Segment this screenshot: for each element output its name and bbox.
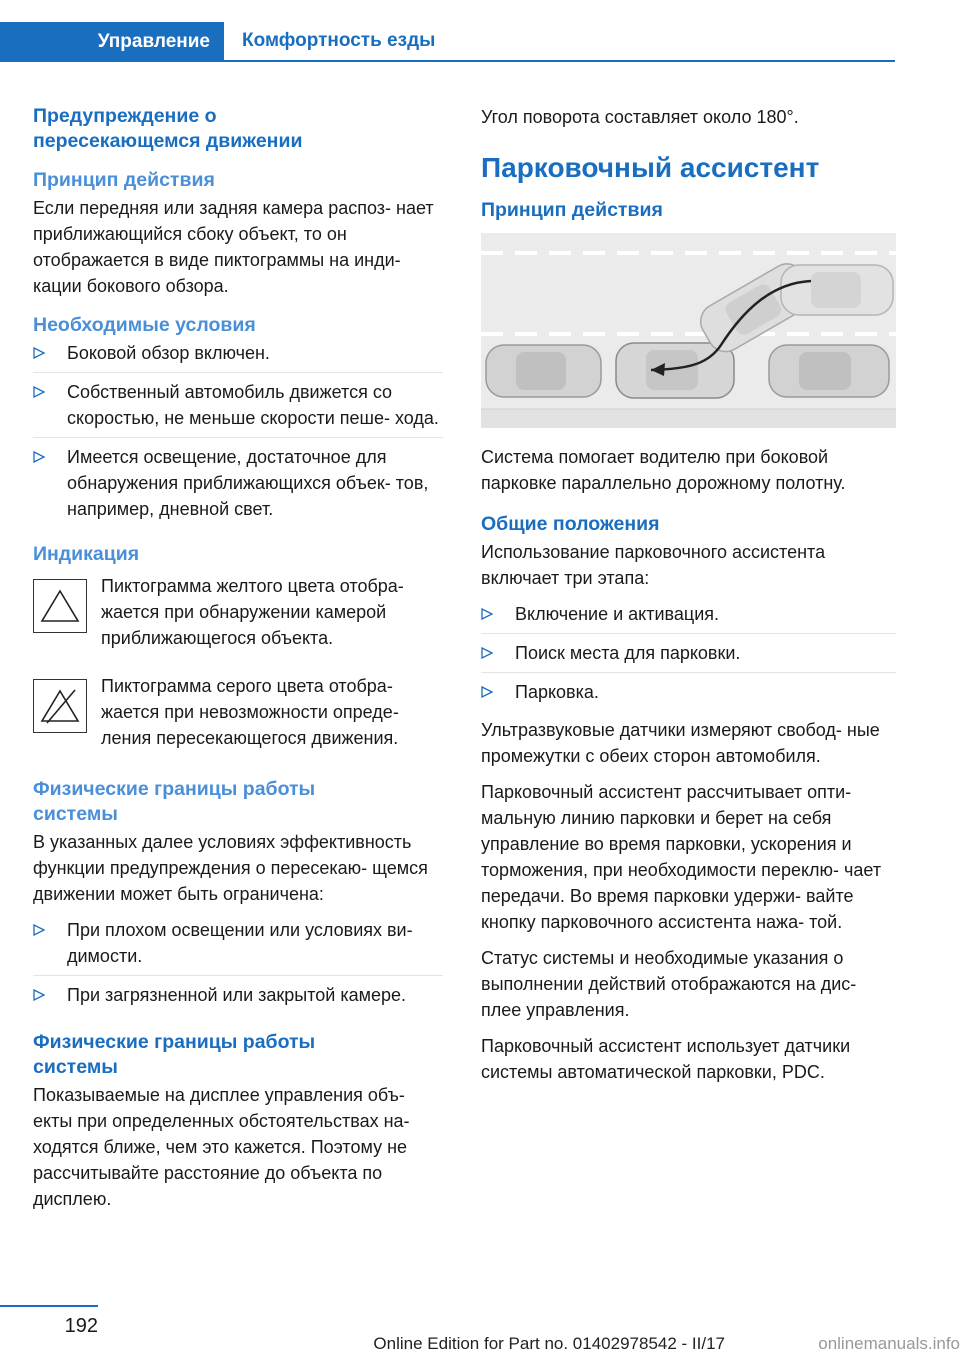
triangle-bullet-icon <box>481 686 493 698</box>
conditions-heading: Необходимые условия <box>33 314 256 336</box>
triangle-bullet-icon <box>33 347 45 359</box>
tab-komfort[interactable] <box>224 22 895 62</box>
triangle-bullet-icon <box>33 451 45 463</box>
conditions-list <box>33 340 443 528</box>
list-item: Собственный автомобиль движется со скоростью, не меньше скорости пеше‐ хода. <box>33 379 443 438</box>
limits-text: В указанных далее условиях эффективность функции предупреждения о пересекаю‐ щемся движении может быть ограничена: <box>33 832 428 904</box>
parking-illustration <box>481 233 896 428</box>
footer-rule <box>0 1305 98 1307</box>
cross-traffic-title: Предупреждение о пересекающемся движении <box>33 105 303 152</box>
sensors-text: Ультразвуковые датчики измеряют свобод‐ ные промежутки с обеих сторон автомобиля. <box>481 720 880 766</box>
list-item: Имеется освещение, достаточное для обнаружения приближающихся объек‐ тов, например, дневной свет. <box>33 444 443 528</box>
indication-grey-text: Пиктограмма серого цвета отобра‐ жается при невозможности опреде‐ ления пересекающегося движения. <box>101 676 399 748</box>
parking-diagram <box>481 233 896 428</box>
own-car-start <box>781 265 893 315</box>
list-item: При плохом освещении или условиях ви‐ димости. <box>33 917 443 976</box>
indication-yellow-text: Пиктограмма желтого цвета отобра‐ жается при обнаружении камерой приближающегося объекта. <box>101 576 404 648</box>
list-item: При загрязненной или закрытой камере. <box>33 982 443 1014</box>
parked-car-right <box>769 345 889 397</box>
indication-yellow-row <box>33 573 443 651</box>
header-tabbar <box>0 22 895 62</box>
list-item: Парковка. <box>481 679 896 711</box>
list-item: Поиск места для парковки. <box>481 640 896 673</box>
limits2-heading: Физические границы работы системы <box>33 1031 316 1078</box>
limits-heading: Физические границы работы системы <box>33 778 316 825</box>
left-column <box>33 104 443 1222</box>
pdc-text: Парковочный ассистент использует датчики системы автоматической парковки, PDC. <box>481 1036 851 1082</box>
limits2-text: Показываемые на дисплее управления объ‐ екты при определенных обстоятельствах на‐ ходятся ближе, чем это кажется. Поэтому не рассчитывайте расстояние до объекта по дисплею. <box>33 1085 410 1209</box>
general-text: Использование парковочного ассистента включает три этапа: <box>481 542 826 588</box>
triangle-bullet-icon <box>33 989 45 1001</box>
limits-list <box>33 917 443 1014</box>
page-number: 192 <box>64 1315 98 1337</box>
assistant-text: Парковочный ассистент рассчитывает опти‐ мальную линию парковки и берет на себя управление во время парковки, ускорения и торможения, при необходимости переклю‐ чает передачи. Во время парковки удержи‐ вайте кнопку парковочного ассистента нажа‐ той. <box>481 782 882 932</box>
warning-triangle-icon <box>33 579 87 633</box>
list-item: Включение и активация. <box>481 601 896 634</box>
list-item: Боковой обзор включен. <box>33 340 443 373</box>
indication-grey-row <box>33 673 443 751</box>
tab-upravlenie[interactable] <box>0 22 224 62</box>
warning-triangle-crossed-icon <box>33 679 87 733</box>
status-text: Статус системы и необходимые указания о выполнении действий отображаются на дис‐ плее управления. <box>481 948 857 1020</box>
tab-komfort-label: Комфортность езды <box>242 30 436 51</box>
parking-assistant-title: Парковочный ассистент <box>481 152 820 183</box>
parked-car-left <box>486 345 601 397</box>
indication-heading: Индикация <box>33 543 140 565</box>
right-column <box>481 104 896 1095</box>
triangle-bullet-icon <box>481 608 493 620</box>
tab-upravlenie-label: Управление <box>97 31 210 52</box>
general-heading: Общие положения <box>481 513 660 535</box>
triangle-bullet-icon <box>33 924 45 936</box>
diagram-caption: Система помогает водителю при боковой парковке параллельно дорожному полотну. <box>481 447 846 493</box>
watermark: onlinemanuals.info <box>818 1334 960 1353</box>
principle-text-left: Если передняя или задняя камера распоз‐ нает приближающийся сбоку объект, то он отображается в виде пиктограммы на инди‐ кации бокового обзора. <box>33 198 434 296</box>
triangle-bullet-icon <box>33 386 45 398</box>
principle-heading-right: Принцип действия <box>481 199 663 221</box>
stages-list <box>481 601 896 711</box>
edition-text: Online Edition for Part no. 01402978542 - II/17 <box>373 1334 725 1353</box>
principle-heading-left: Принцип действия <box>33 169 215 191</box>
triangle-bullet-icon <box>481 647 493 659</box>
angle-text: Угол поворота составляет около 180°. <box>481 107 799 127</box>
